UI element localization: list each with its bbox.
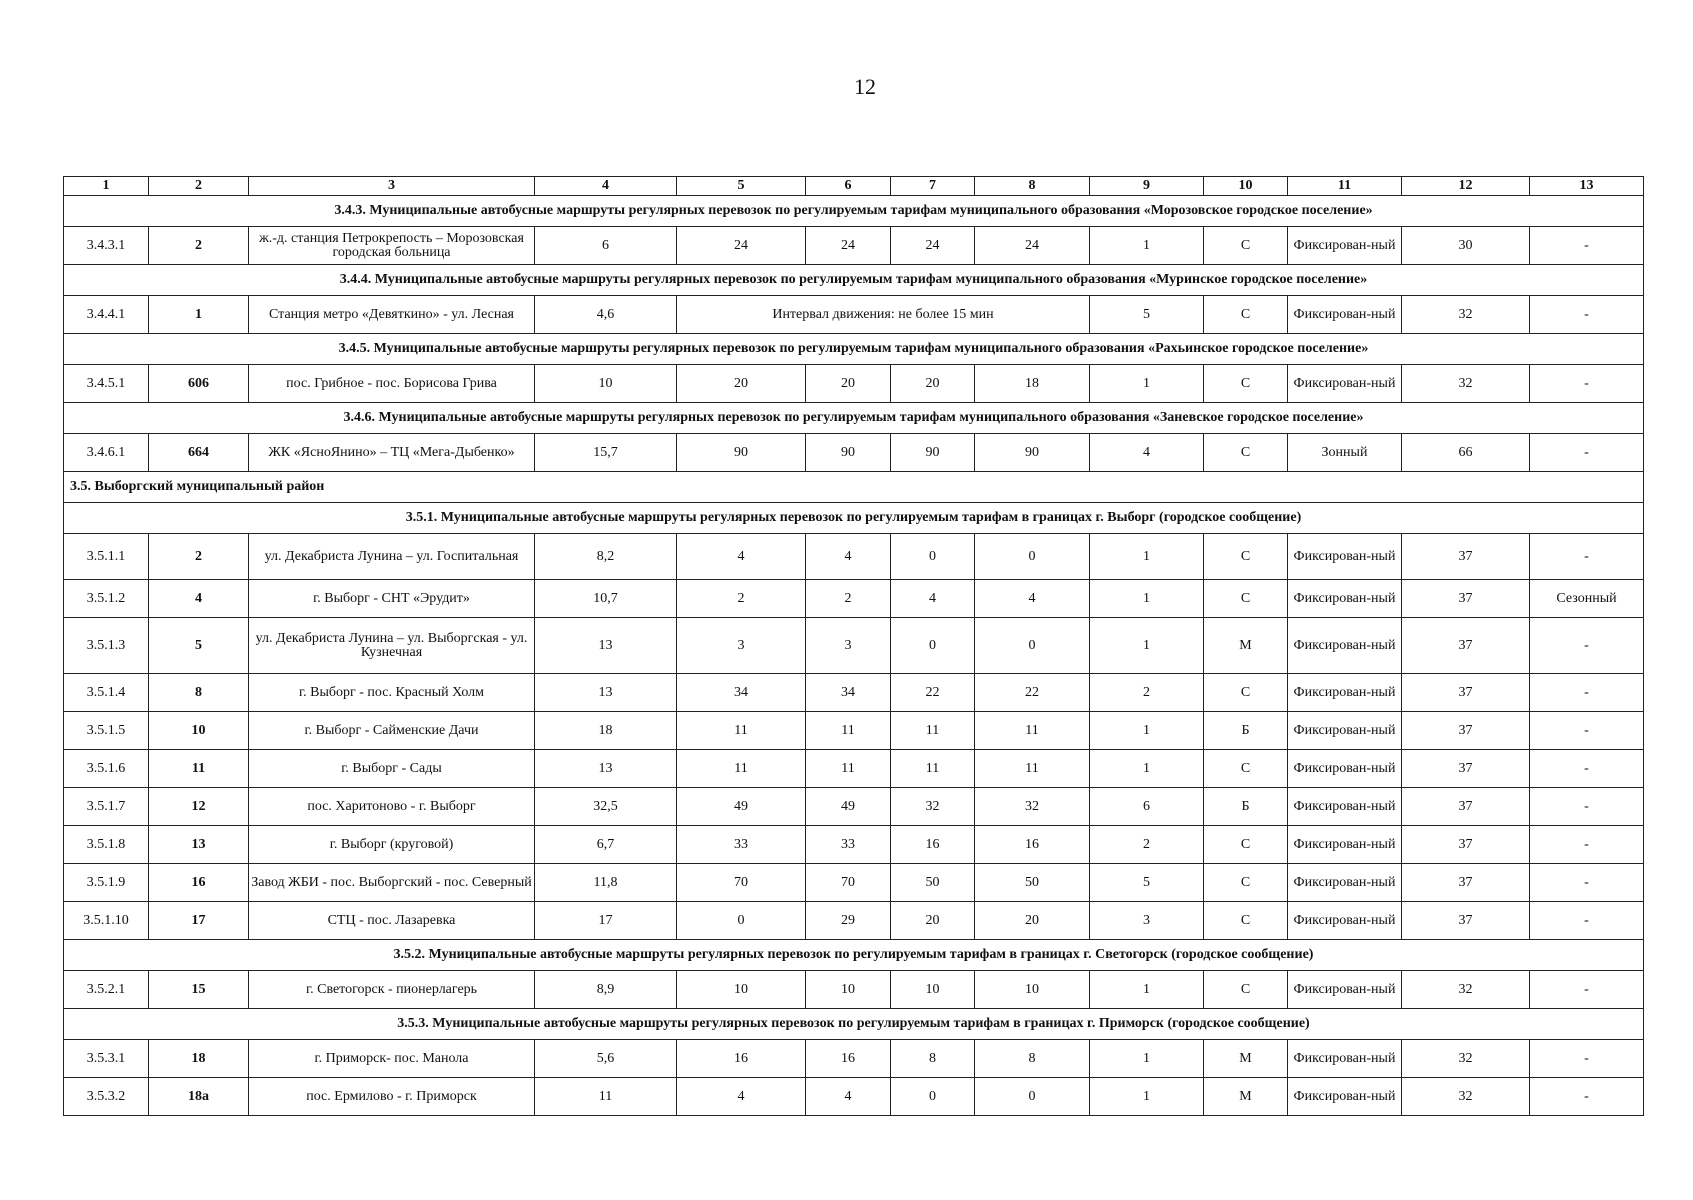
table-cell: 70 [806,864,891,902]
table-cell: 37 [1402,750,1530,788]
section-heading: 3.5.1. Муниципальные автобусные маршруты регулярных перевозок по регулируемым тарифам в границах г. Выборг (городское сообщение) [64,503,1644,534]
district-heading-row [64,472,1644,503]
table-cell: 606 [149,365,249,403]
table-cell: 32 [1402,971,1530,1009]
table-cell: 17 [535,902,677,940]
table-cell: 1 [1090,1040,1204,1078]
table-cell: - [1530,902,1644,940]
table-cell: 50 [891,864,975,902]
table-cell: 13 [149,826,249,864]
table-cell: 4 [1090,434,1204,472]
table-cell: 32 [1402,365,1530,403]
table-cell: Станция метро «Девяткино» - ул. Лесная [249,296,535,334]
column-number-cell: 11 [1288,177,1402,196]
table-cell: 11 [806,712,891,750]
table-cell: ж.-д. станция Петрокрепость – Морозовская городская больница [249,227,535,265]
table-cell: 11 [891,750,975,788]
table-cell: 1 [1090,227,1204,265]
table-cell: 22 [975,674,1090,712]
table-cell: 16 [806,1040,891,1078]
table-cell: С [1204,365,1288,403]
table-cell: - [1530,864,1644,902]
table-cell: С [1204,826,1288,864]
table-cell: Сезонный [1530,580,1644,618]
column-number-cell: 2 [149,177,249,196]
table-cell: 11 [677,750,806,788]
table-cell: 1 [1090,750,1204,788]
table-cell: 32 [1402,1078,1530,1116]
table-cell: 3 [1090,902,1204,940]
table-cell: 16 [149,864,249,902]
table-cell: 2 [149,227,249,265]
table-cell: 17 [149,902,249,940]
table-cell: Фиксирован-ный [1288,826,1402,864]
table-row [64,434,1644,472]
table-cell: 0 [975,1078,1090,1116]
section-heading-row [64,265,1644,296]
table-cell: Фиксирован-ный [1288,365,1402,403]
table-cell: 1 [1090,971,1204,1009]
table-cell: 49 [677,788,806,826]
table-cell: пос. Харитоново - г. Выборг [249,788,535,826]
table-cell: 37 [1402,618,1530,674]
table-cell: 10 [149,712,249,750]
section-heading: 3.5. Выборгский муниципальный район [64,472,1644,503]
table-cell: 10 [891,971,975,1009]
table-cell: 3.5.1.4 [64,674,149,712]
column-number-cell: 12 [1402,177,1530,196]
table-cell: Фиксирован-ный [1288,534,1402,580]
table-cell: 32,5 [535,788,677,826]
section-heading: 3.4.5. Муниципальные автобусные маршруты регулярных перевозок по регулируемым тарифам муниципального образования «Рахьинское городское поселение» [64,334,1644,365]
table-row [64,826,1644,864]
table-cell: 8 [149,674,249,712]
column-number-cell: 7 [891,177,975,196]
table-cell: 24 [677,227,806,265]
table-cell: СТЦ - пос. Лазаревка [249,902,535,940]
table-cell: 1 [1090,618,1204,674]
table-cell: г. Выборг - СНТ «Эрудит» [249,580,535,618]
column-number-cell: 8 [975,177,1090,196]
table-cell: 11,8 [535,864,677,902]
table-cell: 2 [677,580,806,618]
table-cell: 5 [1090,864,1204,902]
table-cell: 10 [535,365,677,403]
table-cell: 4 [149,580,249,618]
table-cell: 2 [1090,674,1204,712]
table-cell: 11 [677,712,806,750]
table-cell: 1 [149,296,249,334]
table-cell: 3.5.2.1 [64,971,149,1009]
table-cell: 4 [806,534,891,580]
table-cell: С [1204,227,1288,265]
section-heading-row [64,1009,1644,1040]
table-row [64,864,1644,902]
table-cell: Б [1204,712,1288,750]
table-cell: 18а [149,1078,249,1116]
table-cell: С [1204,674,1288,712]
table-cell: пос. Грибное - пос. Борисова Грива [249,365,535,403]
table-cell: 15 [149,971,249,1009]
table-cell: Фиксирован-ный [1288,1078,1402,1116]
table-cell: 0 [891,534,975,580]
table-cell: 16 [975,826,1090,864]
table-cell: Фиксирован-ный [1288,1040,1402,1078]
section-heading-row [64,940,1644,971]
column-number-cell: 5 [677,177,806,196]
table-cell: 8 [975,1040,1090,1078]
table-cell: 18 [975,365,1090,403]
table-cell: - [1530,1040,1644,1078]
table-cell: 6,7 [535,826,677,864]
table-cell: 15,7 [535,434,677,472]
table-cell: г. Выборг (круговой) [249,826,535,864]
table-cell: 0 [891,1078,975,1116]
table-row [64,902,1644,940]
table-cell: Фиксирован-ный [1288,971,1402,1009]
table-cell: 32 [1402,296,1530,334]
table-cell: С [1204,902,1288,940]
table-cell: 3.5.3.2 [64,1078,149,1116]
table-cell: - [1530,750,1644,788]
table-cell: ул. Декабриста Лунина – ул. Выборгская - ул. Кузнечная [249,618,535,674]
table-cell: 1 [1090,580,1204,618]
table-cell: 5 [1090,296,1204,334]
table-cell: 20 [975,902,1090,940]
table-cell: Фиксирован-ный [1288,788,1402,826]
table-cell: - [1530,534,1644,580]
table-cell: 33 [806,826,891,864]
table-cell: 37 [1402,580,1530,618]
table-cell: 50 [975,864,1090,902]
section-heading-row [64,503,1644,534]
table-cell: 37 [1402,534,1530,580]
table-cell: 33 [677,826,806,864]
table-cell: Фиксирован-ный [1288,902,1402,940]
table-row [64,580,1644,618]
section-heading: 3.4.4. Муниципальные автобусные маршруты регулярных перевозок по регулируемым тарифам муниципального образования «Муринское городское поселение» [64,265,1644,296]
table-cell: 37 [1402,712,1530,750]
section-heading: 3.5.2. Муниципальные автобусные маршруты регулярных перевозок по регулируемым тарифам в границах г. Светогорск (городское сообщение) [64,940,1644,971]
table-cell: 3.5.1.5 [64,712,149,750]
table-cell: 70 [677,864,806,902]
table-cell: 24 [806,227,891,265]
table-cell: 3.5.1.10 [64,902,149,940]
table-cell: 10 [806,971,891,1009]
table-cell: 13 [535,750,677,788]
table-cell: 6 [535,227,677,265]
table-cell: 22 [891,674,975,712]
table-cell: С [1204,864,1288,902]
table-cell: С [1204,580,1288,618]
table-cell: 3.4.6.1 [64,434,149,472]
table-cell: 3.5.3.1 [64,1040,149,1078]
table-cell: 20 [891,365,975,403]
table-cell: ЖК «ЯсноЯнино» – ТЦ «Мега-Дыбенко» [249,434,535,472]
table-cell: С [1204,750,1288,788]
table-cell: 3.5.1.6 [64,750,149,788]
table-cell: 4 [975,580,1090,618]
table-cell: 11 [535,1078,677,1116]
table-cell: 20 [891,902,975,940]
table-cell: 37 [1402,826,1530,864]
table-cell: 13 [535,618,677,674]
table-cell: 13 [535,674,677,712]
page-number: 12 [854,74,876,99]
table-cell: 12 [149,788,249,826]
table-cell: 37 [1402,864,1530,902]
table-cell: - [1530,788,1644,826]
table-row [64,788,1644,826]
table-cell: 10 [975,971,1090,1009]
table-cell: 4 [677,534,806,580]
table-row [64,971,1644,1009]
table-cell: 3.5.1.8 [64,826,149,864]
table-cell: 20 [806,365,891,403]
table-row [64,296,1644,334]
table-cell: Фиксирован-ный [1288,674,1402,712]
column-number-row [64,177,1644,196]
table-row [64,712,1644,750]
table-cell: г. Светогорск - пионерлагерь [249,971,535,1009]
section-heading-row [64,334,1644,365]
table-cell: Фиксирован-ный [1288,864,1402,902]
table-cell: 3.5.1.1 [64,534,149,580]
table-cell: 32 [891,788,975,826]
table-cell: 1 [1090,712,1204,750]
routes-table [63,176,1644,1116]
table-cell: С [1204,971,1288,1009]
table-cell: 24 [975,227,1090,265]
table-cell: 4 [806,1078,891,1116]
table-cell: М [1204,618,1288,674]
table-cell: 11 [975,750,1090,788]
table-cell: Фиксирован-ный [1288,750,1402,788]
table-cell: 11 [891,712,975,750]
table-cell: 4 [677,1078,806,1116]
table-cell: - [1530,712,1644,750]
table-cell: 34 [806,674,891,712]
column-number-cell: 13 [1530,177,1644,196]
table-cell: - [1530,227,1644,265]
table-cell: 8 [891,1040,975,1078]
table-cell: 30 [1402,227,1530,265]
table-cell: 0 [677,902,806,940]
section-heading: 3.4.6. Муниципальные автобусные маршруты регулярных перевозок по регулируемым тарифам муниципального образования «Заневское городское поселение» [64,403,1644,434]
table-cell: Фиксирован-ный [1288,712,1402,750]
table-cell: Фиксирован-ный [1288,296,1402,334]
section-heading-row [64,196,1644,227]
table-cell: 1 [1090,534,1204,580]
table-cell: - [1530,971,1644,1009]
table-cell: 5 [149,618,249,674]
table-cell: С [1204,434,1288,472]
table-cell: 90 [677,434,806,472]
table-cell: С [1204,534,1288,580]
table-row [64,618,1644,674]
table-cell: 4,6 [535,296,677,334]
table-cell: 3.4.3.1 [64,227,149,265]
table-cell: г. Выборг - Сады [249,750,535,788]
table-cell: г. Выборг - пос. Красный Холм [249,674,535,712]
table-cell: - [1530,296,1644,334]
table-row [64,365,1644,403]
table-cell: Фиксирован-ный [1288,618,1402,674]
table-cell: 11 [806,750,891,788]
table-cell: 66 [1402,434,1530,472]
table-cell: 0 [975,534,1090,580]
table-cell: 5,6 [535,1040,677,1078]
table-cell: Фиксирован-ный [1288,580,1402,618]
table-cell: 90 [806,434,891,472]
table-cell: 3 [677,618,806,674]
table-cell: 8,2 [535,534,677,580]
table-body [64,177,1644,1116]
table-cell: - [1530,1078,1644,1116]
table-cell: С [1204,296,1288,334]
table-row [64,1040,1644,1078]
column-number-cell: 4 [535,177,677,196]
table-row [64,534,1644,580]
table-cell: М [1204,1040,1288,1078]
table-cell: 24 [891,227,975,265]
table-cell: 664 [149,434,249,472]
table-row [64,750,1644,788]
table-cell: - [1530,674,1644,712]
table-cell: 3.5.1.9 [64,864,149,902]
table-cell: 1 [1090,1078,1204,1116]
table-cell: 16 [677,1040,806,1078]
table-cell: 34 [677,674,806,712]
table-cell: Зонный [1288,434,1402,472]
table-cell: 2 [149,534,249,580]
table-row [64,674,1644,712]
table-cell: Фиксирован-ный [1288,227,1402,265]
table-row [64,227,1644,265]
table-cell: 1 [1090,365,1204,403]
table-cell: 8,9 [535,971,677,1009]
table-cell: 20 [677,365,806,403]
table-cell: Завод ЖБИ - пос. Выборгский - пос. Северный [249,864,535,902]
table-cell: 37 [1402,902,1530,940]
table-cell: 2 [806,580,891,618]
column-number-cell: 3 [249,177,535,196]
table-row [64,1078,1644,1116]
table-cell: 16 [891,826,975,864]
table-cell: 3.5.1.7 [64,788,149,826]
table-cell: 90 [891,434,975,472]
column-number-cell: 10 [1204,177,1288,196]
column-number-cell: 6 [806,177,891,196]
table-cell: 90 [975,434,1090,472]
table-cell: М [1204,1078,1288,1116]
table-cell: 2 [1090,826,1204,864]
column-number-cell: 1 [64,177,149,196]
table-cell: 18 [535,712,677,750]
table-cell: 11 [975,712,1090,750]
section-heading: 3.5.3. Муниципальные автобусные маршруты регулярных перевозок по регулируемым тарифам в границах г. Приморск (городское сообщение) [64,1009,1644,1040]
section-heading: 3.4.3. Муниципальные автобусные маршруты регулярных перевозок по регулируемым тарифам муниципального образования «Морозовское городское поселение» [64,196,1644,227]
table-cell: г. Приморск- пос. Манола [249,1040,535,1078]
table-cell: 29 [806,902,891,940]
table-cell: - [1530,365,1644,403]
table-cell: 3.4.4.1 [64,296,149,334]
table-cell: 0 [975,618,1090,674]
table-cell: 0 [891,618,975,674]
table-cell: 11 [149,750,249,788]
table-cell: - [1530,434,1644,472]
table-cell: 32 [1402,1040,1530,1078]
table-cell: пос. Ермилово - г. Приморск [249,1078,535,1116]
table-cell: 37 [1402,674,1530,712]
table-cell: - [1530,618,1644,674]
table-cell: 3.4.5.1 [64,365,149,403]
column-number-cell: 9 [1090,177,1204,196]
table-cell: 3.5.1.3 [64,618,149,674]
table-cell: 49 [806,788,891,826]
table-cell: 3 [806,618,891,674]
table-cell: 10,7 [535,580,677,618]
table-cell: 32 [975,788,1090,826]
section-heading-row [64,403,1644,434]
table-cell: - [1530,826,1644,864]
table-cell: Б [1204,788,1288,826]
interval-note-cell: Интервал движения: не более 15 мин [677,296,1090,334]
table-cell: 18 [149,1040,249,1078]
table-cell: 3.5.1.2 [64,580,149,618]
table-cell: ул. Декабриста Лунина – ул. Госпитальная [249,534,535,580]
table-cell: 4 [891,580,975,618]
table-cell: 37 [1402,788,1530,826]
table-cell: 6 [1090,788,1204,826]
table-cell: г. Выборг - Сайменские Дачи [249,712,535,750]
table-cell: 10 [677,971,806,1009]
